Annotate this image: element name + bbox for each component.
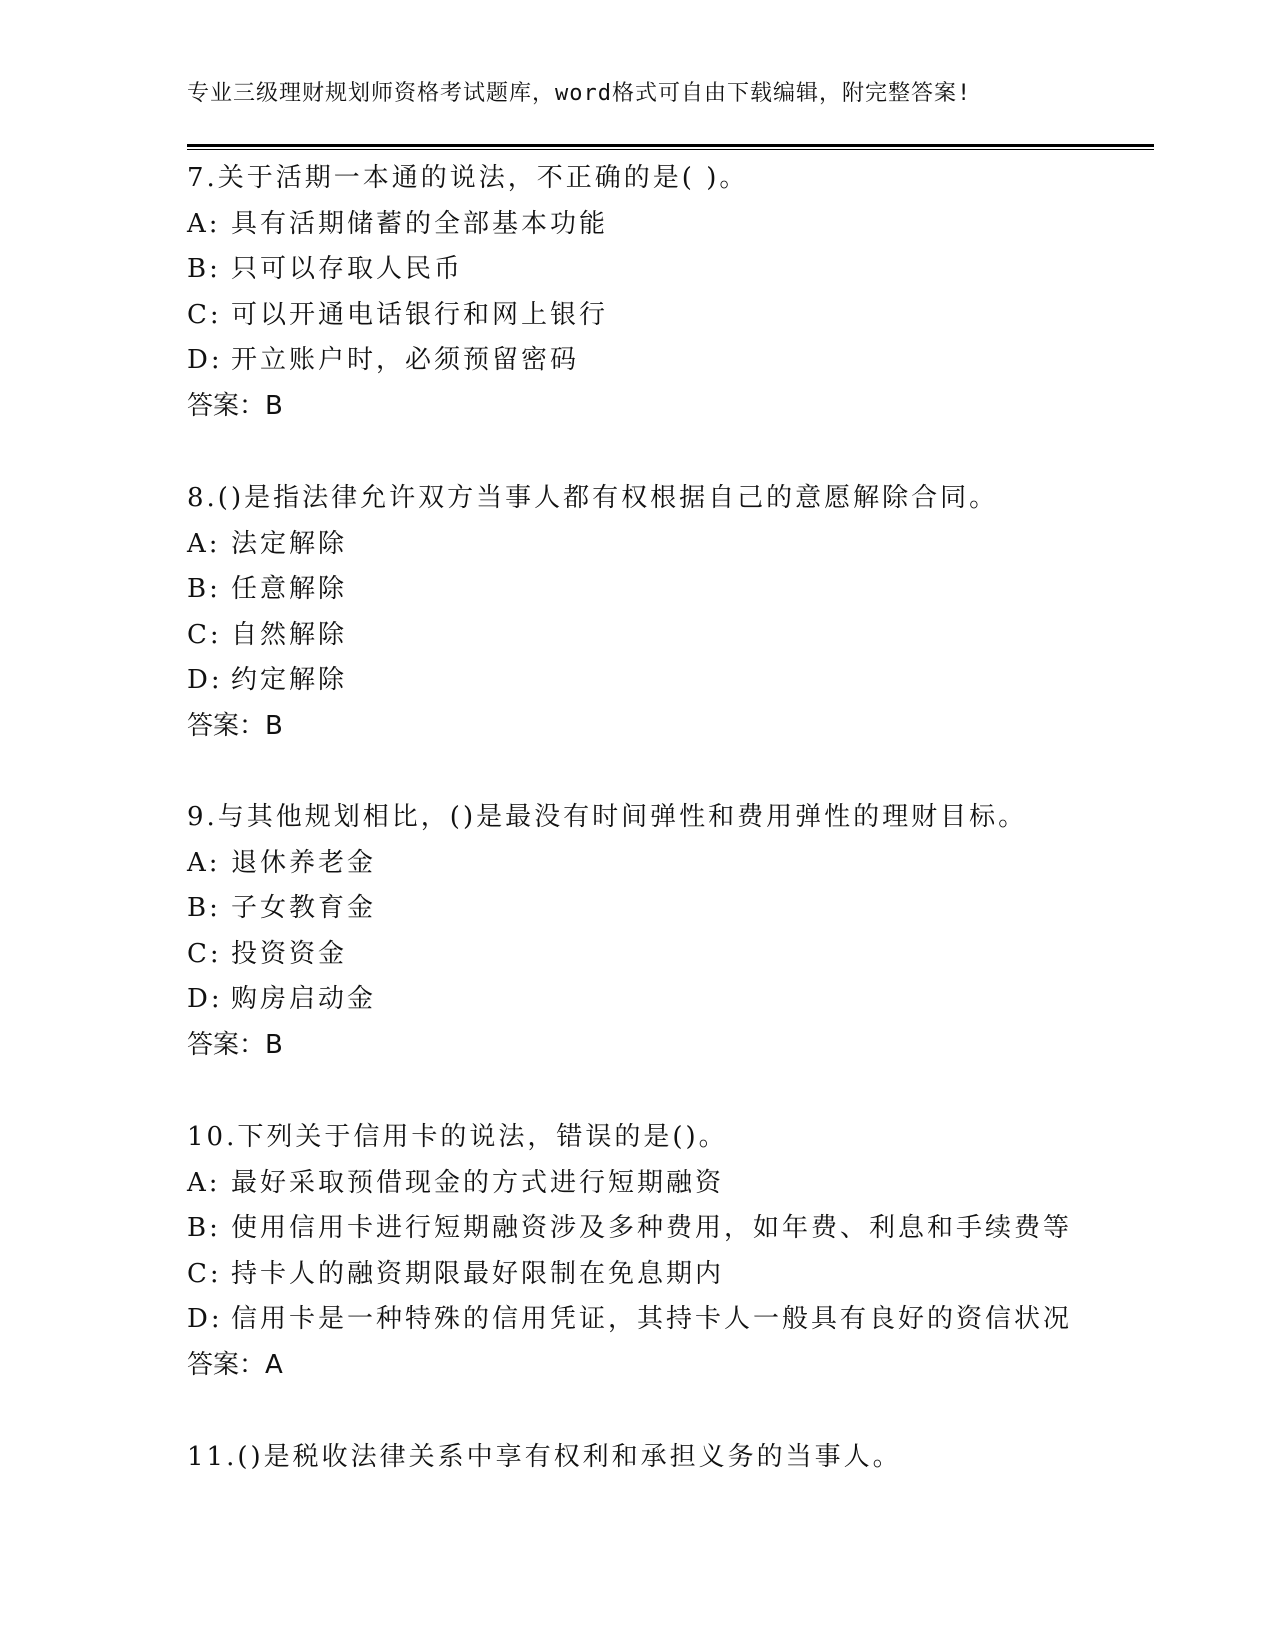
option-letter: C: <box>187 299 222 330</box>
question-stem: 7.关于活期一本通的说法，不正确的是( )。 <box>187 163 749 193</box>
option-letter: C: <box>187 938 222 969</box>
question-11 <box>187 1435 1147 1481</box>
option-b <box>187 1206 1147 1252</box>
option-letter: A: <box>187 208 221 239</box>
option-text: 法定解除 <box>231 528 348 559</box>
option-letter: A: <box>187 1167 221 1198</box>
option-d <box>187 977 1147 1023</box>
option-text: 自然解除 <box>231 619 348 650</box>
option-c <box>187 1252 1147 1298</box>
option-c <box>187 932 1147 978</box>
question-stem: 8.()是指法律允许双方当事人都有权根据自己的意愿解除合同。 <box>187 483 999 513</box>
option-text: 约定解除 <box>231 665 348 695</box>
option-text: 任意解除 <box>231 574 348 604</box>
option-c <box>187 613 1147 659</box>
question-8 <box>187 476 1147 749</box>
option-letter: B: <box>187 574 221 604</box>
option-letter: A: <box>187 528 221 559</box>
option-text: 退休养老金 <box>231 847 377 878</box>
option-letter: D: <box>187 1304 223 1334</box>
option-letter: D: <box>187 984 223 1014</box>
option-text: 最好采取预借现金的方式进行短期融资 <box>231 1167 725 1198</box>
option-text: 购房启动金 <box>231 984 377 1014</box>
option-a <box>187 522 1147 568</box>
option-text: 信用卡是一种特殊的信用凭证，其持卡人一般具有良好的资信状况 <box>231 1304 1073 1334</box>
option-text: 持卡人的融资期限最好限制在免息期内 <box>231 1258 725 1289</box>
option-a <box>187 1161 1147 1207</box>
header-divider-thin <box>187 149 1154 150</box>
answer-label: 答案：B <box>187 1029 283 1060</box>
option-letter: B: <box>187 254 221 284</box>
option-c <box>187 293 1147 339</box>
answer-label: 答案：B <box>187 390 283 421</box>
option-text: 具有活期储蓄的全部基本功能 <box>231 208 609 239</box>
question-stem: 11.()是税收法律关系中享有权利和承担义务的当事人。 <box>187 1442 902 1472</box>
option-d <box>187 338 1147 384</box>
option-b <box>187 567 1147 613</box>
page-header: 专业三级理财规划师资格考试题库，word格式可自由下载编辑，附完整答案! <box>187 81 972 106</box>
answer-label: 答案：A <box>187 1349 283 1380</box>
option-d <box>187 1297 1147 1343</box>
option-text: 使用信用卡进行短期融资涉及多种费用，如年费、利息和手续费等 <box>231 1213 1073 1243</box>
question-stem: 9.与其他规划相比，()是最没有时间弹性和费用弹性的理财目标。 <box>187 802 1028 832</box>
question-10 <box>187 1115 1147 1388</box>
option-a <box>187 841 1147 887</box>
header-divider-thick <box>187 144 1154 147</box>
option-letter: D: <box>187 665 223 695</box>
option-a <box>187 202 1147 248</box>
question-9 <box>187 795 1147 1068</box>
option-b <box>187 247 1147 293</box>
option-text: 子女教育金 <box>231 893 377 923</box>
option-text: 开立账户时，必须预留密码 <box>231 345 580 375</box>
question-7 <box>187 156 1147 429</box>
option-text: 只可以存取人民币 <box>231 254 464 284</box>
option-letter: A: <box>187 847 221 878</box>
option-letter: D: <box>187 345 223 375</box>
option-letter: B: <box>187 893 221 923</box>
option-letter: C: <box>187 1258 222 1289</box>
option-b <box>187 886 1147 932</box>
answer-label: 答案：B <box>187 710 283 741</box>
option-letter: C: <box>187 619 222 650</box>
question-stem: 10.下列关于信用卡的说法，错误的是()。 <box>187 1122 728 1152</box>
option-text: 可以开通电话银行和网上银行 <box>231 299 609 330</box>
option-letter: B: <box>187 1213 221 1243</box>
option-text: 投资资金 <box>231 938 348 969</box>
option-d <box>187 658 1147 704</box>
